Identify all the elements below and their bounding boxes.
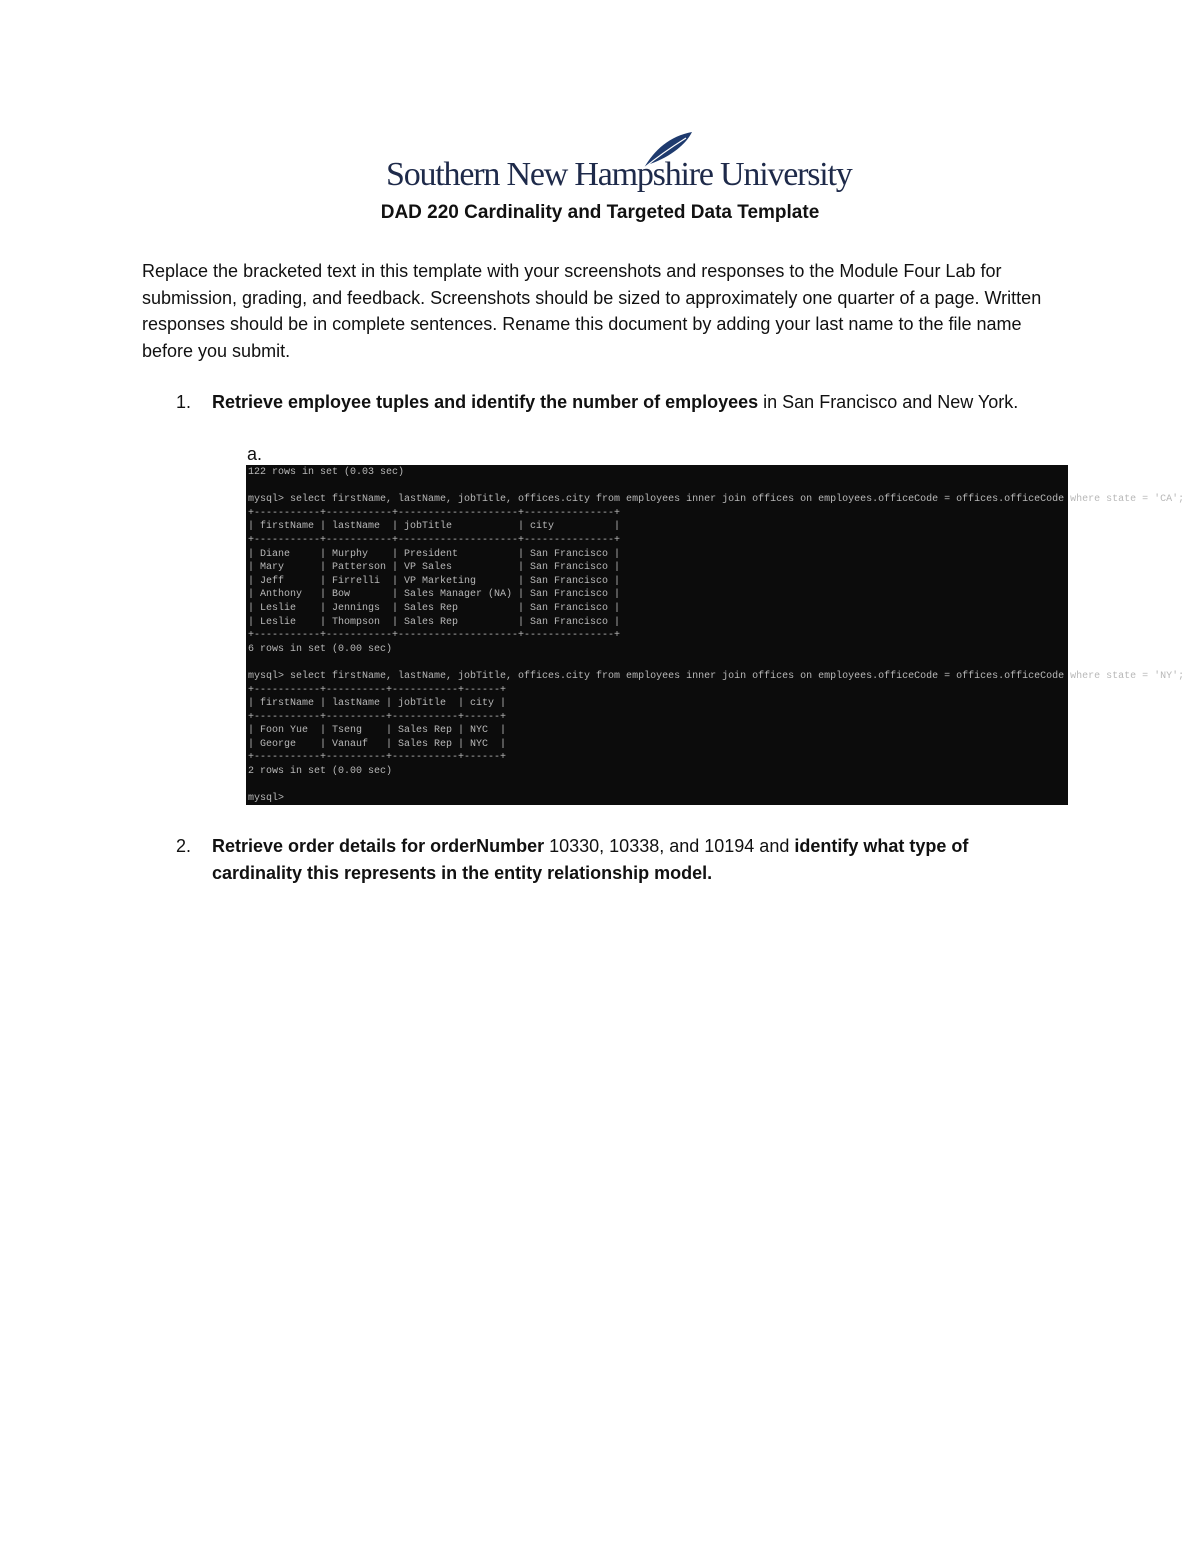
question-text (212, 389, 1062, 416)
question-bold-text: Retrieve order details for orderNumber (212, 836, 545, 856)
document-title: DAD 220 Cardinality and Targeted Data Template (380, 202, 820, 223)
question-bold-text: Retrieve employee tuples and identify the number of employees (212, 392, 759, 412)
question-plain-text: in San Francisco and New York. (758, 392, 1019, 412)
instructions-paragraph: Replace the bracketed text in this template with your screenshots and responses to the Module Four Lab for submission, grading, and feedback. Screenshots should be sized to approximately one quarter of a page. Written responses should be in complete sentences. Rename this document by adding your last name to the file name before you submit. (142, 261, 1042, 361)
question-number: 2. (176, 836, 192, 856)
question-text (212, 833, 1062, 886)
sub-item-label: a. (247, 444, 263, 464)
mysql-terminal-screenshot (246, 465, 1185, 805)
question-number: 1. (176, 392, 192, 412)
question-bold-text: identify what type of cardinality this represents in the entity relationship model. (212, 836, 969, 883)
terminal-output: 122 rows in set (0.03 sec) mysql> select firstName, lastName, jobTitle, offices.city from employees inner join offices on employees.officeCode = offices.officeCode where state = 'CA'; +-----------+-----------+--------------------+---------------+ | firstName | lastName | jobTitle | city | +-----------+-----------+--------------------+---------------+ | Diane | Murphy | President | San Francisco | | Mary | Patterson | VP Sales | San Francisco | | Jeff | Firrelli | VP Marketing | San Francisco | | Anthony | Bow | Sales Manager (NA) | San Francisco | | Leslie | Jennings | Sales Rep | San Francisco | | Leslie | Thompson | Sales Rep | San Francisco | +-----------+-----------+--------------------+---------------+ 6 rows in set (0.00 sec) mysql> select firstName, lastName, jobTitle, offices.city from employees inner join offices on employees.officeCode = offices.officeCode where state = 'NY'; +-----------+----------+-----------+------+ | firstName | lastName | jobTitle | city | +-----------+----------+-----------+------+ | Foon Yue | Tseng | Sales Rep | NYC | | George | Vanauf | Sales Rep | NYC | +-----------+----------+-----------+------+ 2 rows in set (0.00 sec) mysql> (248, 467, 1185, 805)
question-plain-text: 10330, 10338, and 10194 and (544, 836, 795, 856)
logo-wordmark: Southern New Hampshire University (386, 156, 852, 193)
university-logo (386, 130, 852, 200)
